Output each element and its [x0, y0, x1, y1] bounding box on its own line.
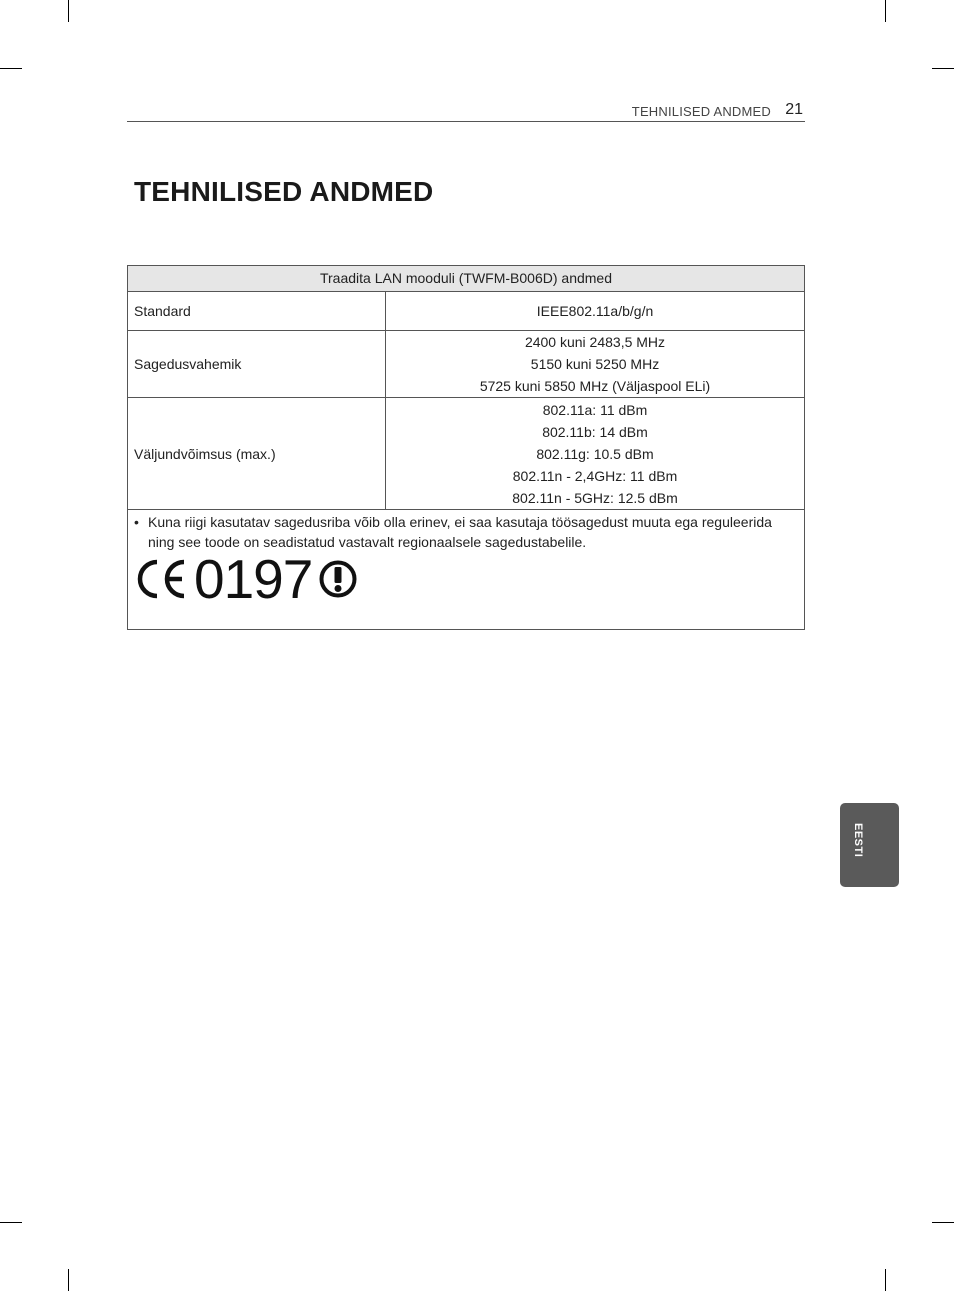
row-value	[385, 331, 804, 397]
crop-mark	[885, 1269, 886, 1291]
notified-body-number: 0197	[194, 548, 313, 610]
crop-mark	[932, 1222, 954, 1223]
certification-marks	[136, 548, 358, 610]
regulatory-note	[134, 513, 794, 552]
table-row	[128, 398, 804, 510]
value-line: 5725 kuni 5850 MHz (Väljaspool ELi)	[479, 378, 711, 394]
table-caption: Traadita LAN mooduli (TWFM-B006D) andmed	[128, 266, 804, 292]
value-line: 802.11n - 5GHz: 12.5 dBm	[512, 489, 678, 506]
crop-mark	[68, 1269, 69, 1291]
value-line: IEEE802.11a/b/g/n	[536, 303, 654, 319]
crop-mark	[885, 0, 886, 22]
row-label: Sagedusvahemik	[134, 356, 242, 372]
crop-mark	[0, 68, 22, 69]
page-number: 21	[785, 101, 803, 118]
language-tab	[840, 803, 899, 887]
running-header	[127, 100, 805, 122]
header-section-title: TEHNILISED ANDMED	[631, 104, 771, 119]
table-row	[128, 331, 804, 398]
table-row	[128, 292, 804, 331]
value-line: 802.11a: 11 dBm	[542, 401, 648, 418]
row-label: Standard	[134, 303, 191, 319]
alert-class-icon	[318, 559, 358, 599]
language-tab-label: EESTI	[852, 823, 864, 858]
page-title: TEHNILISED ANDMED	[134, 176, 434, 207]
spec-table	[127, 265, 805, 630]
crop-mark	[932, 68, 954, 69]
row-value	[385, 292, 804, 330]
value-line: 5150 kuni 5250 MHz	[530, 356, 660, 372]
row-value	[385, 398, 804, 509]
value-line: 2400 kuni 2483,5 MHz	[524, 334, 666, 350]
crop-mark	[68, 0, 69, 22]
ce-mark-icon	[136, 558, 188, 600]
note-text: Kuna riigi kasutatav sagedusriba võib olla erinev, ei saa kasutaja töösagedust muuta ega reguleerida ning see toode on seadistatud vastavalt regionaalsele sagedustabelile.	[148, 514, 772, 550]
value-line: 802.11b: 14 dBm	[542, 423, 648, 440]
crop-mark	[0, 1222, 22, 1223]
bullet: •	[134, 514, 139, 530]
value-line: 802.11n - 2,4GHz: 11 dBm	[512, 467, 678, 484]
row-label: Väljundvõimsus (max.)	[134, 445, 276, 462]
value-line: 802.11g: 10.5 dBm	[536, 445, 654, 462]
